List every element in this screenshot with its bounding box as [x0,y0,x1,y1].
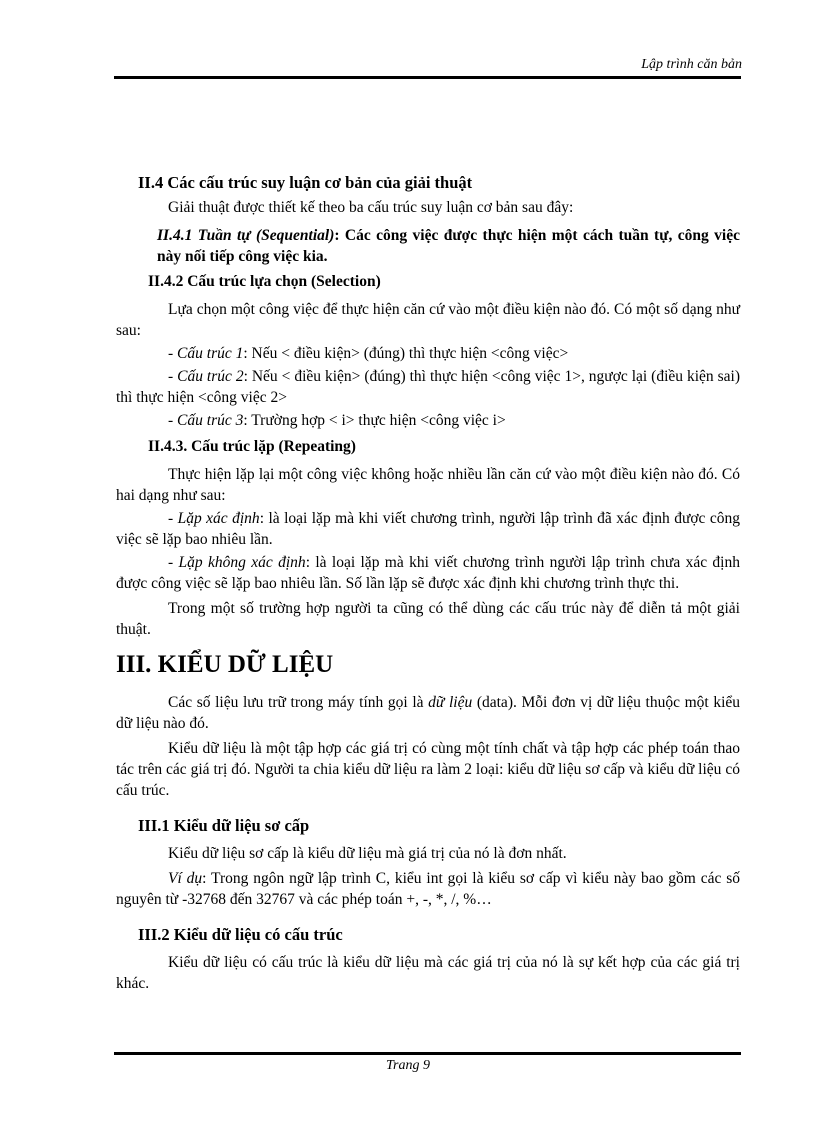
data-definition-paragraph: Các số liệu lưu trữ trong máy tính gọi là dữ liệu (data). Mỗi đơn vị dữ liệu thuộc một kiểu dữ liệu nào đó. [116,694,741,732]
subheading-selection: II.4.2 Cấu trúc lựa chọn (Selection) [148,273,381,290]
section-heading-iii1: III.1 Kiểu dữ liệu sơ cấp [138,816,310,835]
closing-paragraph: Trong một số trường hợp người ta cũng có thể dùng các cấu trúc này để diễn tả một giải thuật. [116,600,740,638]
subheading-repeating: II.4.3. Cấu trúc lặp (Repeating) [148,438,356,455]
sequential-label: II.4.1 Tuần tự (Sequential) [157,227,335,244]
running-header: Lập trình căn bản [641,57,742,72]
structured-paragraph: Kiểu dữ liệu có cấu trúc là kiểu dữ liệu mà các giá trị của nó là sự kết hợp của các giá trị khác. [116,954,740,992]
repeating-item: - Lặp xác định: là loại lặp mà khi viết chương trình, người lập trình đã xác định được công việc sẽ lặp bao nhiêu lần. [116,510,740,548]
selection-item: - Cấu trúc 1: Nếu < điều kiện> (đúng) thì thực hiện <công việc> [168,345,569,362]
data-type-paragraph: Kiểu dữ liệu là một tập hợp các giá trị có cùng một tính chất và tập hợp các phép toán thao tác trên các giá trị đó. Người ta chia kiểu dữ liệu ra làm 2 loại: kiểu dữ liệu sơ cấp và kiểu dữ liệu có cấu trúc. [116,740,740,799]
page-body [116,172,740,994]
primitive-paragraph: Kiểu dữ liệu sơ cấp là kiểu dữ liệu mà giá trị của nó là đơn nhất. [168,845,567,862]
sequential-text: : Các công việc được thực hiện một cách tuần tự, công việc này nối tiếp công việc kia. [157,227,740,265]
sequential-paragraph [157,225,740,267]
selection-item: - Cấu trúc 2: Nếu < điều kiện> (đúng) thì thực hiện <công việc 1>, ngược lại (điều kiện sai) thì thực hiện <công việc 2> [116,368,740,406]
page-number: Trang 9 [386,1058,430,1073]
footer-rule [114,1052,741,1055]
section-heading-ii4: II.4 Các cấu trúc suy luận cơ bản của giải thuật [138,173,473,192]
section-heading-iii2: III.2 Kiểu dữ liệu có cấu trúc [138,925,343,944]
repeating-paragraph: Thực hiện lặp lại một công việc không hoặc nhiều lần căn cứ vào một điều kiện nào đó. Có hai dạng như sau: [116,466,740,504]
repeating-item: - Lặp không xác định: là loại lặp mà khi viết chương trình người lập trình chưa xác định được công việc sẽ lặp bao nhiêu lần. Số lần lặp sẽ được xác định khi chương trình thực thi. [116,554,740,592]
intro-paragraph: Giải thuật được thiết kế theo ba cấu trúc suy luận cơ bản sau đây: [168,199,574,216]
example-paragraph: Ví dụ: Trong ngôn ngữ lập trình C, kiểu int gọi là kiểu sơ cấp vì kiểu này bao gồm các số nguyên từ -32768 đến 32767 và các phép toán +, -, *, /, %… [116,870,740,908]
chapter-heading-iii: III. KIỂU DỮ LIỆU [116,651,334,678]
selection-item: - Cấu trúc 3: Trường hợp < i> thực hiện <công việc i> [168,412,506,429]
selection-paragraph: Lựa chọn một công việc để thực hiện căn cứ vào một điều kiện nào đó. Có một số dạng như sau: [116,301,740,339]
header-rule [114,76,741,79]
